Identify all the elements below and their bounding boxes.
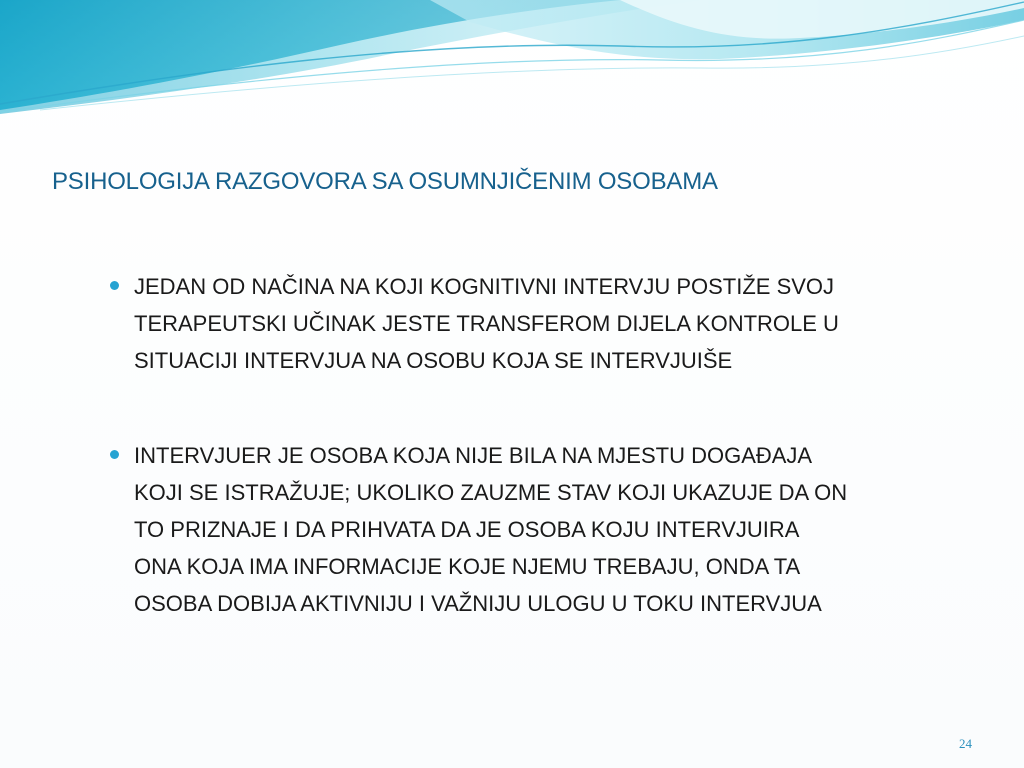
- bullet-text-line: KOJI SE ISTRAŽUJE; UKOLIKO ZAUZME STAV KOJI UKAZUJE DA ON: [134, 480, 848, 505]
- bullet-list: [108, 268, 968, 622]
- slide-title: PSIHOLOGIJA RAZGOVORA SA OSUMNJIČENIM OSOBAMA: [52, 168, 718, 195]
- bullet-item: [108, 268, 968, 379]
- bullet-text-line: TERAPEUTSKI UČINAK JESTE TRANSFEROM DIJELA KONTROLE U: [134, 311, 839, 336]
- bullet-text-line: OSOBA DOBIJA AKTIVNIJU I VAŽNIJU ULOGU U TOKU INTERVJUA: [134, 591, 822, 616]
- page-number: 24: [959, 736, 972, 751]
- bullet-text-line: SITUACIJI INTERVJUA NA OSOBU KOJA SE INTERVJUIŠE: [134, 348, 733, 373]
- header-wave-decoration: [0, 0, 1024, 130]
- bullet-item: [108, 437, 968, 622]
- bullet-text-line: ONA KOJA IMA INFORMACIJE KOJE NJEMU TREBAJU, ONDA TA: [134, 554, 801, 579]
- bullet-text-line: JEDAN OD NAČINA NA KOJI KOGNITIVNI INTERVJU POSTIŽE SVOJ: [134, 274, 835, 299]
- bullet-text-line: TO PRIZNAJE I DA PRIHVATA DA JE OSOBA KOJU INTERVJUIRA: [134, 517, 800, 542]
- bullet-dot-icon: [110, 281, 119, 290]
- bullet-dot-icon: [110, 450, 119, 459]
- bullet-text-line: INTERVJUER JE OSOBA KOJA NIJE BILA NA MJESTU DOGAĐAJA: [134, 443, 813, 468]
